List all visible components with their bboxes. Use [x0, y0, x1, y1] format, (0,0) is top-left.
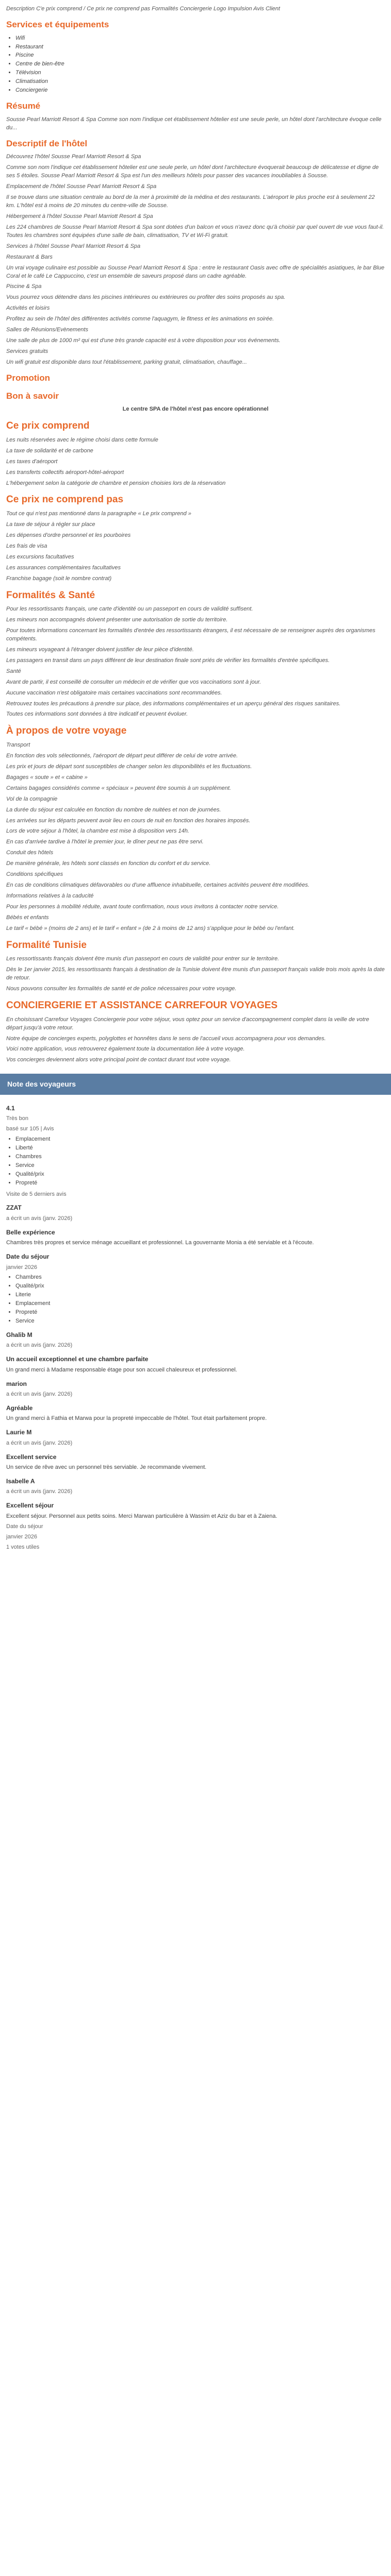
- paragraph: Vos concierges deviennent alors votre principal point de contact durant tout votre voyage.: [6, 1057, 231, 1063]
- paragraph: Bagages « soute » et « cabine »: [6, 774, 88, 781]
- top-notice: Description C'e prix comprend / Ce prix ne comprend pas Formalités Conciergerie Logo Impulsion Avis Client: [6, 6, 280, 12]
- paragraph: Découvrez l'hôtel Sousse Pearl Marriott Resort & Spa: [6, 154, 141, 160]
- stay-label: Date du séjour: [6, 1523, 43, 1530]
- paragraph: En fonction des vols sélectionnés, l'aéroport de départ peut différer de celui de votre arrivée.: [6, 752, 238, 759]
- paragraph: Salles de Réunions/Evènements: [6, 327, 88, 333]
- paragraph: Hébergement à l'hôtel Sousse Pearl Marriott Resort & Spa: [6, 213, 153, 219]
- criteria-item: • Service: [15, 1162, 385, 1170]
- visit-info: Visite de 5 derniers avis: [6, 1191, 67, 1197]
- paragraph: Pour les ressortissants français, une carte d'identité ou un passeport en cours de validité suffisent.: [6, 606, 253, 613]
- paragraph: En cas d'arrivée tardive à l'hôtel le premier jour, le dîner peut ne pas être servi.: [6, 839, 204, 845]
- criteria-item: • Chambres: [15, 1274, 385, 1282]
- services-title: Services et équipements: [6, 19, 109, 29]
- review: [6, 1428, 385, 1472]
- services-list: [15, 35, 385, 95]
- footer-spacer: [0, 1568, 391, 1651]
- paragraph: La taxe de solidarité et de carbone: [6, 447, 93, 454]
- criteria-item: • Liberté: [15, 1144, 385, 1153]
- paragraph: Les mineurs non accompagnés doivent présenter une autorisation de sortie du territoire.: [6, 617, 228, 623]
- paragraph: Les assurances complémentaires facultatives: [6, 564, 121, 571]
- bon-a-savoir-title: Bon à savoir: [6, 391, 59, 401]
- service-item: • Wifi: [15, 35, 385, 43]
- paragraph: Transport: [6, 741, 30, 748]
- propos-title: À propos de votre voyage: [6, 725, 127, 737]
- paragraph: Emplacement de l'hôtel Sousse Pearl Marriott Resort & Spa: [6, 183, 157, 190]
- review-date: a écrit un avis (janv. 2026): [6, 1391, 73, 1398]
- paragraph: Les frais de visa: [6, 543, 47, 549]
- paragraph: Tout ce qui n'est pas mentionné dans la paragraphe « Le prix comprend »: [6, 510, 191, 517]
- formalites-title: Formalités & Santé: [6, 589, 95, 601]
- paragraph: Voici notre application, vous retrouverez également toute la documentation liée à votre voyage.: [6, 1046, 245, 1053]
- review-text: Un service de rêve avec un personnel très serviable. Je recommande vivement.: [6, 1464, 207, 1471]
- paragraph: Notre équipe de concierges experts, polyglottes et honnêtes dans le sens de l'accueil vous accompagnera pour vos demandes.: [6, 1035, 326, 1042]
- stay-value: janvier 2026: [6, 1533, 37, 1540]
- paragraph: Franchise bagage (soit le nombre contrat): [6, 575, 112, 582]
- paragraph: Les transferts collectifs aéroport-hôtel-aéroport: [6, 469, 124, 476]
- review-date: janvier 2026: [6, 1264, 37, 1270]
- notes-section: [0, 1095, 391, 1558]
- review-author: Ghalib M: [6, 1331, 32, 1339]
- review-author: marion: [6, 1380, 27, 1387]
- review: [6, 1331, 385, 1375]
- resume-title: Résumé: [6, 101, 41, 111]
- paragraph: Les ressortissants français doivent être munis d'un passeport en cours de validité pour entrer sur le territoire.: [6, 956, 280, 962]
- paragraph: Les taxes d'aéroport: [6, 458, 58, 465]
- review-text: Chambres très propres et service ménage accueillant et professionnel. La gouvernante Monia a été serviable et à l'écoute.: [6, 1240, 314, 1246]
- review-title: Belle expérience: [6, 1228, 55, 1236]
- paragraph: Piscine & Spa: [6, 283, 42, 290]
- content-wrapper: [0, 0, 391, 1064]
- paragraph: Pour toutes informations concernant les formalités d'entrée des ressortissants étrangers, il est nécessaire de se renseigner auprès des organismes compétents.: [6, 627, 376, 642]
- review-date: a écrit un avis (janv. 2026): [6, 1488, 73, 1495]
- paragraph: Les arrivées sur les départs peuvent avoir lieu en cours de nuit en fonction des horaires imposés.: [6, 817, 251, 824]
- review-title: Un accueil exceptionnel et une chambre parfaite: [6, 1355, 149, 1363]
- service-item: • Piscine: [15, 52, 385, 60]
- paragraph: L'hébergement selon la catégorie de chambre et pension choisies lors de la réservation: [6, 480, 226, 486]
- paragraph: Les 224 chambres de Sousse Pearl Marriott Resort & Spa sont dotées d'un balcon et vous n'avez donc qu'à choisir par quel ouvert de vue vous faut-il. Toutes les chambres sont équipées d'une salle de bain, climatisation, TV et Wi-Fi gratuit.: [6, 224, 384, 239]
- paragraph: Les prix et jours de départ sont susceptibles de changer selon les disponibilités et les fluctuations.: [6, 763, 252, 770]
- paragraph: Toutes ces informations sont données à titre indicatif et peuvent évoluer.: [6, 711, 188, 718]
- paragraph: Informations relatives à la caducité: [6, 893, 94, 900]
- paragraph: Comme son nom l'indique cet établissement hôtelier est une seule perle, un hôtel dont l'architecture évoquerait beaucoup de délicatesse et digne de ses 5 étoiles. Sousse Pearl Marriott Resort & Spa est l'un des meilleurs hôtels pour passer des vacances inoubliables à Sousse.: [6, 164, 379, 179]
- review-text: Un grand merci à Fathia et Marwa pour la propreté impeccable de l'hôtel. Tout était parfaitement propre.: [6, 1415, 267, 1422]
- criteria-item: • Propreté: [15, 1179, 385, 1188]
- rating-label: Très bon: [6, 1115, 29, 1122]
- criteria-item: • Service: [15, 1317, 385, 1326]
- service-item: • Climatisation: [15, 78, 385, 86]
- service-item: • Centre de bien-être: [15, 60, 385, 69]
- paragraph: Une salle de plus de 1000 m² qui est d'une très grande capacité est à votre disposition pour vos événements.: [6, 337, 281, 344]
- conciergerie-title: CONCIERGERIE ET ASSISTANCE CARREFOUR VOYAGES: [6, 1000, 278, 1011]
- review-text: Un grand merci à Madame responsable étage pour son accueil chaleureux et professionnel.: [6, 1366, 237, 1373]
- review-criteria: [15, 1274, 385, 1326]
- rating-score: 4.1: [6, 1104, 15, 1112]
- paragraph: En choisissant Carrefour Voyages Conciergerie pour votre séjour, vous optez pour un service d'accompagnement complet dans la veille de votre départ jusqu'à votre retour.: [6, 1016, 369, 1031]
- review-author: Laurie M: [6, 1429, 32, 1436]
- review-date: a écrit un avis (janv. 2026): [6, 1439, 73, 1446]
- paragraph: Les dépenses d'ordre personnel et les pourboires: [6, 532, 131, 538]
- paragraph: Un vrai voyage culinaire est possible au Sousse Pearl Marriott Resort & Spa : entre le restaurant Oasis avec offre de spécialités asiatiques, le bar Blue Coral et le café Le Cappuccino, c'est un ensemble de saveurs proposé dans un cadre agréable.: [6, 264, 385, 279]
- paragraph: Vous pourrez vous détendre dans les piscines intérieures ou extérieures ou profiter des soins proposés au spa.: [6, 294, 286, 301]
- descriptif-body: [6, 153, 385, 367]
- service-item: • Restaurant: [15, 43, 385, 52]
- descriptif-title: Descriptif de l'hôtel: [6, 138, 88, 148]
- service-item: • Conciergerie: [15, 87, 385, 95]
- review-text: Excellent séjour. Personnel aux petits soins. Merci Marwan particulière à Wassim et Aziz du bar et à Zaiena.: [6, 1513, 278, 1519]
- review-date: a écrit un avis (janv. 2026): [6, 1215, 73, 1222]
- service-item: • Télévision: [15, 69, 385, 77]
- criteria-item: • Chambres: [15, 1153, 385, 1161]
- review-date: a écrit un avis (janv. 2026): [6, 1342, 73, 1349]
- paragraph: De manière générale, les hôtels sont classés en fonction du confort et du service.: [6, 860, 211, 867]
- paragraph: Dès le 1er janvier 2015, les ressortissants français à destination de la Tunisie doivent être munis d'un passeport français valide trois mois après la date de retour.: [6, 967, 385, 981]
- review-author: Isabelle A: [6, 1478, 35, 1485]
- rating-based-on: basé sur 105 | Avis: [6, 1125, 54, 1132]
- criteria-list: [15, 1136, 385, 1188]
- criteria-item: • Qualité/prix: [15, 1171, 385, 1179]
- paragraph: Un wifi gratuit est disponible dans tout l'établissement, parking gratuit, climatisation, chauffage...: [6, 359, 247, 366]
- resume-text: Sousse Pearl Marriott Resort & Spa Comme son nom l'indique cet établissement hôtelier est une seule perle, un hôtel dont l'architecture évoque celle du...: [6, 116, 382, 131]
- promotion-title: Promotion: [6, 372, 50, 383]
- criteria-item: • Qualité/prix: [15, 1282, 385, 1291]
- paragraph: Les excursions facultatives: [6, 553, 74, 560]
- prix-comprend-title: Ce prix comprend: [6, 420, 90, 432]
- paragraph: Les nuits réservées avec le régime choisi dans cette formule: [6, 436, 158, 443]
- paragraph: Pour les personnes à mobilité réduite, avant toute confirmation, nous vous invitons à contacter notre service.: [6, 904, 279, 910]
- paragraph: Services à l'hôtel Sousse Pearl Marriott Resort & Spa: [6, 243, 141, 249]
- paragraph: Services gratuits: [6, 348, 48, 355]
- criteria-item: • Literie: [15, 1291, 385, 1299]
- paragraph: Bébés et enfants: [6, 914, 49, 921]
- paragraph: Restaurant & Bars: [6, 253, 53, 260]
- criteria-item: • Propreté: [15, 1309, 385, 1317]
- paragraph: Certains bagages considérés comme « spéciaux » peuvent être soumis à un supplément.: [6, 785, 231, 791]
- paragraph: Le tarif « bébé » (moins de 2 ans) et le tarif « enfant » (de 2 à moins de 12 ans) s'applique pour le bébé ou l'enfant.: [6, 925, 295, 931]
- paragraph: Vol de la compagnie: [6, 795, 58, 802]
- review-author: Date du séjour: [6, 1253, 50, 1261]
- paragraph: Retrouvez toutes les précautions à prendre sur place, des informations complémentaires et un aperçu général des risques sanitaires.: [6, 700, 341, 707]
- criteria-item: • Emplacement: [15, 1136, 385, 1144]
- tunisie-title: Formalité Tunisie: [6, 939, 87, 951]
- notes-band: Note des voyageurs: [0, 1074, 391, 1094]
- review-author: ZZAT: [6, 1204, 22, 1212]
- paragraph: Aucune vaccination n'est obligatoire mais certaines vaccinations sont recommandées.: [6, 689, 222, 696]
- paragraph: Les passagers en transit dans un pays différent de leur destination finale sont priés de vérifier les formalités d'entrée spécifiques.: [6, 657, 330, 664]
- review-title: Agréable: [6, 1404, 33, 1412]
- review: [6, 1204, 385, 1247]
- useful-votes[interactable]: 1 votes utiles: [6, 1544, 40, 1550]
- paragraph: Lors de votre séjour à l'hôtel, la chambre est mise à disposition vers 14h.: [6, 828, 189, 835]
- paragraph: Profitez au sein de l'hôtel des différentes activités comme l'aquagym, le fitness et les animations en soirée.: [6, 316, 274, 323]
- criteria-item: • Emplacement: [15, 1300, 385, 1308]
- paragraph: Conditions spécifiques: [6, 871, 63, 878]
- paragraph: En cas de conditions climatiques défavorables ou d'une affluence inhabituelle, certaines activités peuvent être modifiées.: [6, 882, 309, 889]
- paragraph: Nous pouvons consulter les formalités de santé et de police nécessaires pour votre voyage.: [6, 986, 237, 992]
- review: [6, 1252, 385, 1326]
- review-title: Excellent séjour: [6, 1502, 54, 1510]
- paragraph: Les mineurs voyageant à l'étranger doivent justifier de leur pièce d'identité.: [6, 646, 194, 653]
- bon-a-savoir-line: Le centre SPA de l'hôtel n'est pas encore opérationnel: [122, 406, 269, 413]
- review-title: Excellent service: [6, 1453, 57, 1461]
- paragraph: La durée du séjour est calculée en fonction du nombre de nuitées et non de journées.: [6, 806, 221, 813]
- prix-ne-comprend-title: Ce prix ne comprend pas: [6, 494, 124, 505]
- paragraph: Santé: [6, 668, 21, 674]
- paragraph: Il se trouve dans une situation centrale au bord de la mer à proximité de la médina et des restaurants. L'aéroport le plus proche est à seulement 22 km. L'hôtel est à moins de 20 minutes du centre-ville de Sousse.: [6, 194, 375, 209]
- review: [6, 1477, 385, 1521]
- paragraph: Avant de partir, il est conseillé de consulter un médecin et de vérifier que vos vaccinations sont à jour.: [6, 679, 262, 685]
- paragraph: La taxe de séjour à régler sur place: [6, 521, 95, 528]
- paragraph: Conduit des hôtels: [6, 850, 54, 856]
- review: [6, 1380, 385, 1423]
- paragraph: Activités et loisirs: [6, 305, 50, 312]
